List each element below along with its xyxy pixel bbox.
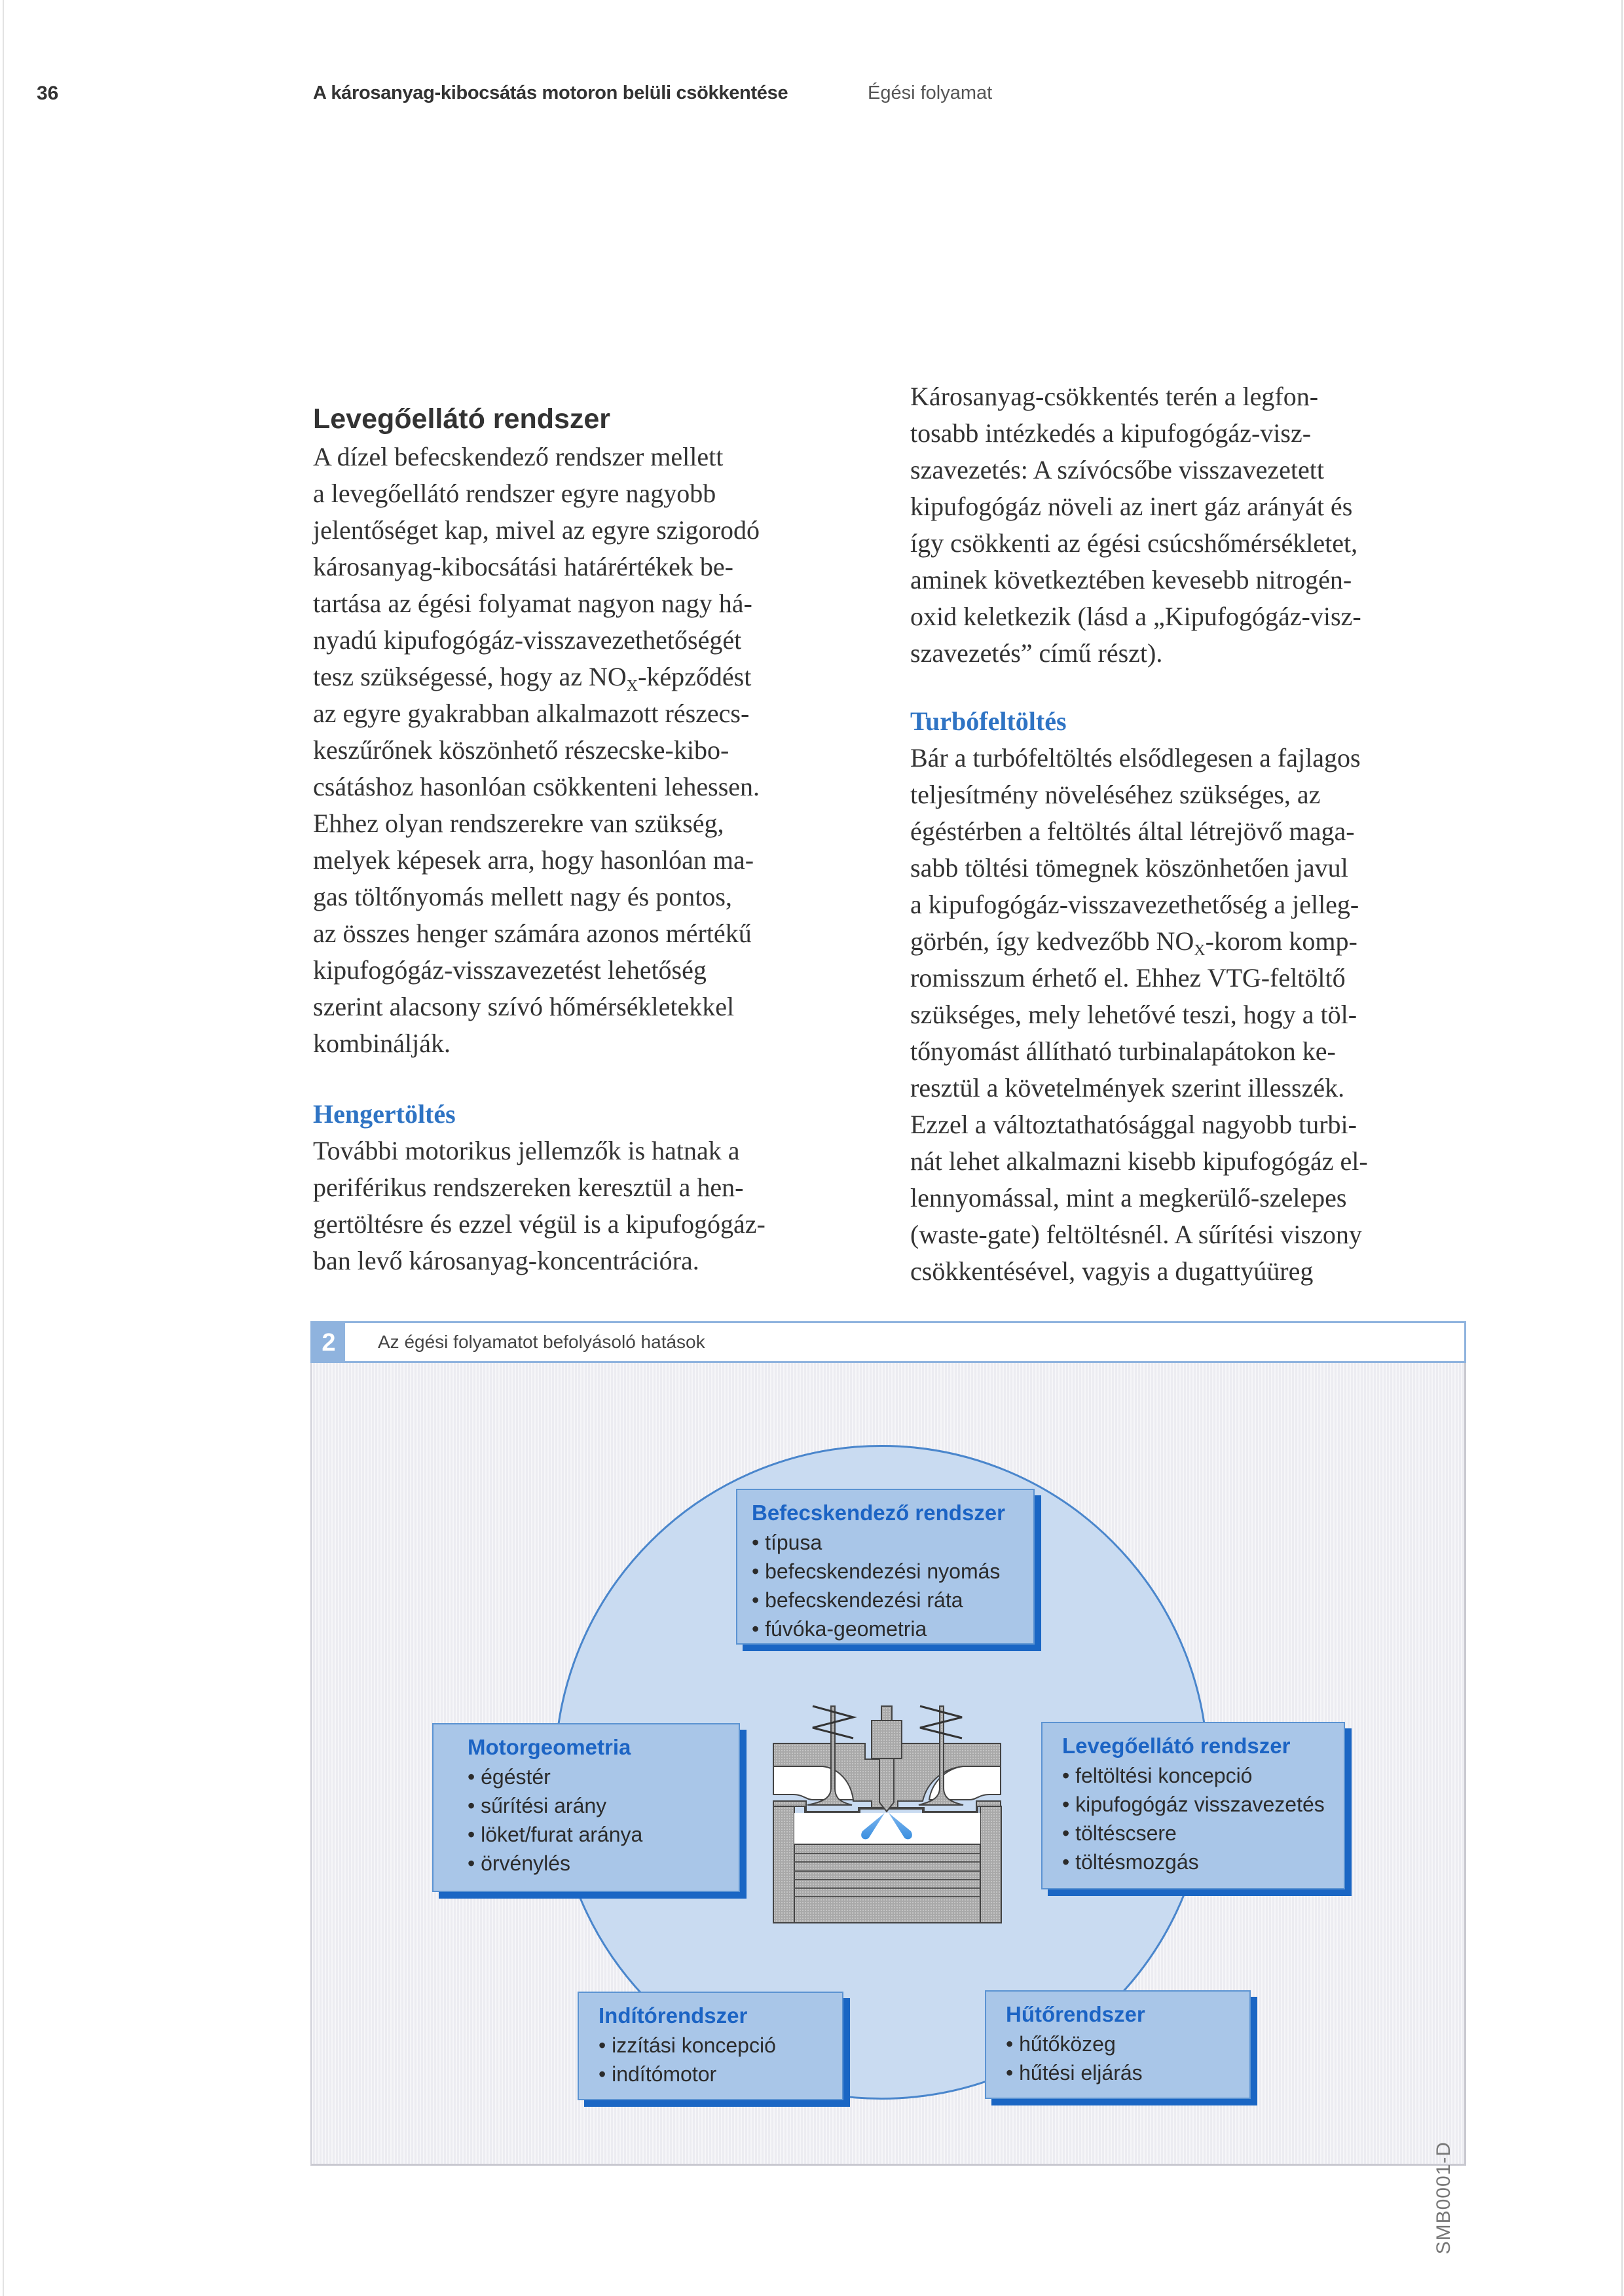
air-supply-system-box [1041,1722,1345,1889]
list-item: • típusa [752,1528,1019,1557]
text-line: gas töltőnyomás mellett nagy és pontos, [313,881,732,911]
subheading-hengertoltes: Hengertöltés [313,1099,456,1129]
text-line: lennyomással, mint a megkerülő-szelepes [910,1183,1347,1212]
text-line: melyek képesek arra, hogy hasonlóan ma- [313,845,754,875]
box-list [599,2031,828,2088]
engine-geometry-box [432,1723,740,1892]
text-line: sabb töltési tömegnek köszönhetően javul [910,853,1348,883]
text: -korom komp- [1205,926,1357,956]
text-line: keszűrőnek köszönhető részecske-kibo- [313,735,729,765]
list-item: • sűrítési arány [468,1791,724,1820]
page-number: 36 [37,82,59,104]
text: görbén, így kedvezőbb NO [910,926,1194,956]
text-line: nyadú kipufogógáz-visszavezethetőségét [313,625,742,655]
text-line: a levegőellátó rendszer egyre nagyobb [313,478,716,508]
text-line: az összes henger számára azonos mértékű [313,918,752,948]
engine-cylinder-cross-section-icon [747,1690,1035,1925]
text-line: romisszum érhető el. Ehhez VTG-feltöltő [910,963,1346,993]
text-line: Ezzel a változtathatósággal nagyobb turbi- [910,1110,1357,1139]
text-line: kombinálják. [313,1028,451,1058]
text-line: szerint alacsony szívó hőmérsékletekkel [313,991,735,1021]
box-title: Levegőellátó rendszer [1062,1734,1291,1758]
box-title: Motorgeometria [468,1735,631,1759]
list-item: • töltéscsere [1062,1819,1329,1848]
running-head [0,82,1624,109]
text-line: Károsanyag-csökkentés terén a legfon- [910,382,1319,411]
text-line: További motorikus jellemzők is hatnak a [313,1135,740,1165]
box-title: Hűtőrendszer [1006,2002,1145,2026]
text-line: resztül a követelmények szerint illesszék. [910,1073,1345,1102]
section-title: Égési folyamat [868,82,993,103]
paragraph-egr [910,378,1486,672]
text-line: oxid keletkezik (lásd a „Kipufogógáz-visz- [910,602,1361,631]
text-line: periférikus rendszereken keresztül a hen- [313,1172,744,1202]
text-line: A dízel befecskendező rendszer mellett [313,441,724,471]
text-line-nox [910,923,1486,960]
subscript-x: X [626,677,638,695]
text-line: tőnyomást állítható turbinalapátokon ke- [910,1036,1336,1066]
list-item: • befecskendezési nyomás [752,1557,1019,1586]
paragraph-levegoellato [313,439,889,1062]
text-line: Bár a turbófeltöltés elsődlegesen a fajlagos [910,743,1361,773]
list-item: • kipufogógáz visszavezetés [1062,1790,1329,1819]
list-item: • feltöltési koncepció [1062,1761,1329,1790]
figure-code-text: SMB0001-D [1433,2141,1454,2255]
text-line: teljesítmény növeléséhez szükséges, az [910,780,1321,809]
list-item: • égéstér [468,1762,724,1791]
text-line: így csökkenti az égési csúcshőmérsékletet, [910,528,1358,558]
text-line: aminek következtében kevesebb nitrogén- [910,565,1352,594]
cooling-system-box [985,1990,1251,2099]
text-line: károsanyag-kibocsátási határértékek be- [313,551,733,581]
text-line: (waste-gate) feltöltésnél. A sűrítési viszony [910,1220,1362,1249]
list-item: • örvénylés [468,1849,724,1878]
text-line: az egyre gyakrabban alkalmazott részecs- [313,698,750,728]
box-list [1062,1761,1329,1876]
paragraph-turbofeltoltes [910,740,1486,1290]
list-item: • töltésmozgás [1062,1848,1329,1876]
text-line: Ehhez olyan rendszerekre van szükség, [313,808,724,838]
text-line: a kipufogógáz-visszavezethetőség a jelleg- [910,890,1359,919]
figure-header [310,1321,1466,1363]
list-item: • befecskendezési ráta [752,1586,1019,1614]
figure-2 [310,1321,1466,2255]
text-line: tartása az égési folyamat nagyon nagy há- [313,588,752,618]
text-line: csátáshoz hasonlóan csökkenteni lehessen. [313,771,760,801]
list-item: • hűtőközeg [1006,2030,1235,2058]
paragraph-hengertoltes [313,1133,889,1279]
text-line: tosabb intézkedés a kipufogógáz-visz- [910,418,1312,448]
subheading-turbofeltoltes: Turbófeltöltés [910,706,1067,736]
list-item: • fúvóka-geometria [752,1614,1019,1643]
text-line: égéstérben a feltöltés által létrejövő maga- [910,816,1355,846]
text: -képződést [638,661,752,691]
subscript-x: X [1194,942,1206,959]
text-line: kipufogógáz-visszavezetést lehetőség [313,955,707,985]
text-line: csökkentésével, vagyis a dugattyúüreg [910,1256,1314,1286]
text-line: szavezetés: A szívócsőbe visszavezetett [910,455,1324,484]
text-line: ban levő károsanyag-koncentrációra. [313,1245,699,1275]
box-title: Indítórendszer [599,2003,748,2028]
list-item: • indítómotor [599,2060,828,2088]
text-line: szavezetés” című részt). [910,638,1163,668]
starting-system-box [578,1992,843,2100]
page-right-edge [1621,0,1623,2296]
box-list [752,1528,1019,1643]
box-list [1006,2030,1235,2087]
list-item: • izzítási koncepció [599,2031,828,2060]
injection-system-box [736,1489,1035,1645]
text: tesz szükségessé, hogy az NO [313,661,627,691]
box-list [468,1762,724,1878]
list-item: • löket/furat aránya [468,1820,724,1849]
text-line-nox [313,659,889,695]
text-line: gertöltésre és ezzel végül is a kipufogógáz- [313,1209,766,1239]
heading-levegoellato: Levegőellátó rendszer [313,403,611,435]
list-item: • hűtési eljárás [1006,2058,1235,2087]
right-column [910,378,1486,1290]
text-line: szükséges, mely lehetővé teszi, hogy a töl- [910,1000,1357,1029]
text-line: kipufogógáz növeli az inert gáz arányát és [910,492,1353,521]
left-column [313,376,889,1279]
box-title: Befecskendező rendszer [752,1501,1005,1525]
figure-number: 2 [312,1323,345,1365]
text-line: jelentőséget kap, mivel az egyre szigorodó [313,515,760,545]
figure-body [310,1363,1466,2255]
chapter-title: A károsanyag-kibocsátás motoron belüli csökkentése [313,82,788,103]
figure-caption: Az égési folyamatot befolyásoló hatások [378,1332,705,1352]
text-line: nát lehet alkalmazni kisebb kipufogógáz el- [910,1146,1368,1176]
page-left-edge [3,0,4,2296]
